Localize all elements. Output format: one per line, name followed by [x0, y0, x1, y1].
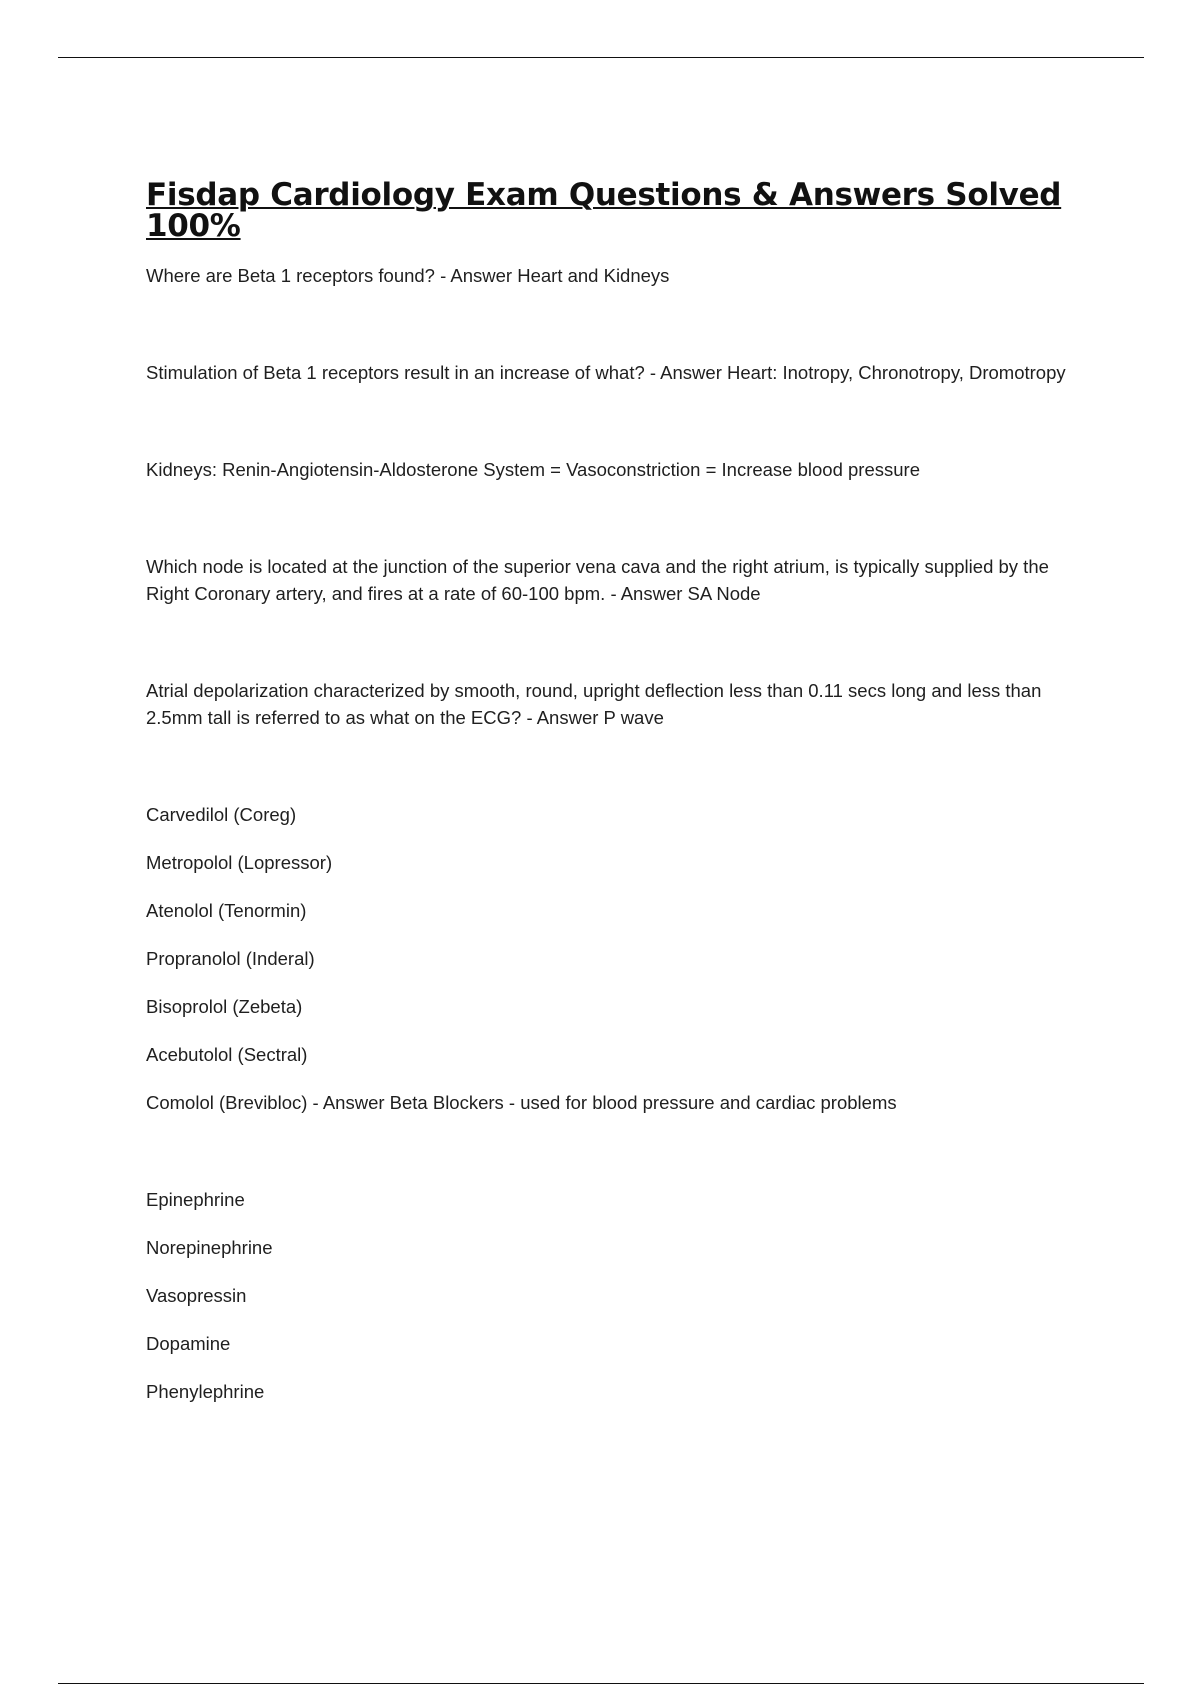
vasopressor-list	[146, 1186, 1096, 1405]
beta-blocker-list	[146, 801, 1096, 1116]
list-item: Atenolol (Tenormin)	[146, 900, 307, 921]
list-item: Carvedilol (Coreg)	[146, 804, 297, 825]
header-rule	[58, 57, 1144, 58]
list-item: Epinephrine	[146, 1189, 245, 1210]
paragraph-beta1-location: Where are Beta 1 receptors found? - Answer Heart and Kidneys	[146, 265, 670, 286]
paragraph-kidneys-raas: Kidneys: Renin-Angiotensin-Aldosterone System = Vasoconstriction = Increase blood pressure	[146, 459, 920, 480]
list-item: Acebutolol (Sectral)	[146, 1044, 308, 1065]
list-item: Dopamine	[146, 1333, 231, 1354]
list-item: Norepinephrine	[146, 1237, 273, 1258]
paragraph-sa-node: Which node is located at the junction of the superior vena cava and the right atrium, is typically supplied by the Right Coronary artery, and fires at a rate of 60-100 bpm. - Answer SA Node	[146, 556, 1049, 604]
footer-rule	[58, 1683, 1144, 1684]
list-item: Metropolol (Lopressor)	[146, 852, 333, 873]
document-title: Fisdap Cardiology Exam Questions & Answers Solved 100%	[146, 177, 1062, 244]
document-page	[146, 177, 1096, 1405]
list-item: Phenylephrine	[146, 1381, 265, 1402]
list-item: Bisoprolol (Zebeta)	[146, 996, 303, 1017]
paragraph-beta1-stimulation: Stimulation of Beta 1 receptors result in an increase of what? - Answer Heart: Inotropy, Chronotropy, Dromotropy	[146, 362, 1066, 383]
list-item: Propranolol (Inderal)	[146, 948, 315, 969]
list-item: Vasopressin	[146, 1285, 247, 1306]
paragraph-p-wave: Atrial depolarization characterized by smooth, round, upright deflection less than 0.11 secs long and less than 2.5mm tall is referred to as what on the ECG? - Answer P wave	[146, 680, 1042, 728]
list-item: Comolol (Brevibloc) - Answer Beta Blockers - used for blood pressure and cardiac problems	[146, 1092, 897, 1113]
